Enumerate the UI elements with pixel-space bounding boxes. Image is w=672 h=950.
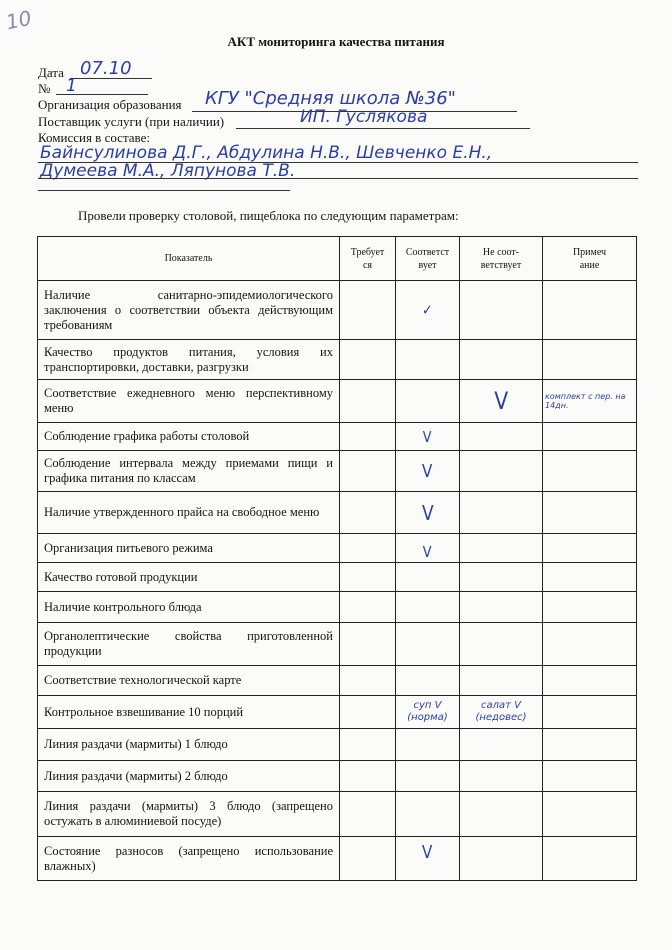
- cell-note: [543, 666, 637, 696]
- row-indicator: Соблюдение интервала между приемами пищи и графика питания по классам: [38, 451, 340, 492]
- cell-complies: [396, 792, 460, 837]
- cell-complies: [396, 534, 460, 563]
- table-header-row: [38, 237, 637, 281]
- cell-complies: [396, 340, 460, 380]
- cell-not-complies: [460, 423, 543, 451]
- row-indicator: Состояние разносов (запрещено использование влажных): [38, 837, 340, 881]
- cell-complies: [396, 696, 460, 729]
- table-row: [38, 534, 637, 563]
- check-mark: V: [421, 500, 434, 525]
- supplier-label: Поставщик услуги (при наличии): [38, 114, 225, 129]
- cell-required: [340, 492, 396, 534]
- cell-note: [543, 592, 637, 623]
- cell-complies: [396, 281, 460, 340]
- cell-required: [340, 761, 396, 792]
- cell-note: [543, 340, 637, 380]
- table-row: [38, 281, 637, 340]
- header-not-complies: Не соот- ветствует: [460, 237, 543, 281]
- commission-line-2: Думеева М.А., Ляпунова Т.В.: [40, 161, 296, 181]
- monitoring-table: [37, 236, 637, 881]
- cell-complies: [396, 492, 460, 534]
- row-indicator: Качество готовой продукции: [38, 563, 340, 592]
- table-row: [38, 729, 637, 761]
- document-title: АКТ мониторинга качества питания: [227, 34, 445, 49]
- cell-note: [543, 761, 637, 792]
- cell-complies: [396, 380, 460, 423]
- supplier-underline: [236, 128, 530, 129]
- handwritten-weighing-salad: салат V (недовес): [475, 700, 527, 723]
- cell-note: [543, 563, 637, 592]
- cell-not-complies: [460, 696, 543, 729]
- cell-not-complies: [460, 729, 543, 761]
- handwritten-note: комплект с пер. на 14дн.: [545, 392, 626, 410]
- commission-underline-2: [38, 178, 638, 179]
- check-mark: V: [423, 543, 432, 561]
- cell-required: [340, 340, 396, 380]
- check-mark: V: [422, 842, 433, 863]
- table-row: [38, 492, 637, 534]
- handwritten-weighing-soup: суп V (норма): [407, 700, 448, 723]
- row-indicator: Организация питьевого режима: [38, 534, 340, 563]
- row-indicator: Наличие контрольного блюда: [38, 592, 340, 623]
- check-mark: V: [423, 427, 432, 446]
- cell-complies: [396, 623, 460, 666]
- table-row: [38, 837, 637, 881]
- cell-complies: [396, 666, 460, 696]
- row-indicator: Линия раздачи (мармиты) 3 блюдо (запрещено остужать в алюминиевой посуде): [38, 792, 340, 837]
- commission-line-1: Байнсулинова Д.Г., Абдулина Н.В., Шевченко Е.Н.,: [40, 143, 493, 163]
- cell-not-complies: [460, 340, 543, 380]
- supplier-value: ИП. Гуслякова: [300, 107, 428, 127]
- cell-required: [340, 281, 396, 340]
- cell-required: [340, 451, 396, 492]
- commission-underline-3: [38, 190, 290, 191]
- row-indicator: Наличие утвержденного прайса на свободное меню: [38, 492, 340, 534]
- row-indicator: Контрольное взвешивание 10 порций: [38, 696, 340, 729]
- cell-note: [543, 623, 637, 666]
- number-value: 1: [66, 76, 77, 96]
- table-row: [38, 792, 637, 837]
- table-row: [38, 696, 637, 729]
- cell-note: [543, 729, 637, 761]
- cell-note: [543, 837, 637, 881]
- cell-required: [340, 592, 396, 623]
- cell-not-complies: [460, 623, 543, 666]
- intro-text: Провели проверку столовой, пищеблока по следующим параметрам:: [78, 208, 459, 223]
- date-label: Дата: [38, 65, 64, 80]
- cell-not-complies: [460, 563, 543, 592]
- cell-required: [340, 623, 396, 666]
- cell-note: [543, 696, 637, 729]
- header-required: Требует ся: [340, 237, 396, 281]
- cell-complies: [396, 563, 460, 592]
- header-indicator: Показатель: [38, 237, 340, 281]
- table-row: [38, 592, 637, 623]
- table-row: [38, 451, 637, 492]
- date-value: 07.10: [80, 58, 132, 79]
- row-indicator: Органолептические свойства приготовленной продукции: [38, 623, 340, 666]
- cell-not-complies: [460, 281, 543, 340]
- cell-required: [340, 729, 396, 761]
- cell-not-complies: [460, 534, 543, 563]
- cell-complies: [396, 451, 460, 492]
- corner-page-mark: 10: [3, 5, 34, 35]
- check-mark: V: [422, 460, 433, 482]
- cell-required: [340, 563, 396, 592]
- cell-not-complies: [460, 837, 543, 881]
- cell-not-complies: [460, 492, 543, 534]
- cell-not-complies: [460, 666, 543, 696]
- cell-required: [340, 837, 396, 881]
- row-indicator: Соответствие технологической карте: [38, 666, 340, 696]
- row-indicator: Наличие санитарно-эпидемиологического заключения о соответствии объекта действующим требованиям: [38, 281, 340, 340]
- cell-note: [543, 534, 637, 563]
- header-note: Примеч ание: [543, 237, 637, 281]
- cell-required: [340, 423, 396, 451]
- row-indicator: Соблюдение графика работы столовой: [38, 423, 340, 451]
- cell-not-complies: [460, 451, 543, 492]
- cell-not-complies: [460, 761, 543, 792]
- cell-note: [543, 792, 637, 837]
- cell-complies: [396, 423, 460, 451]
- cell-note: [543, 451, 637, 492]
- cell-required: [340, 380, 396, 423]
- table-row: [38, 423, 637, 451]
- cell-note: [543, 492, 637, 534]
- cell-not-complies: [460, 380, 543, 423]
- cell-required: [340, 792, 396, 837]
- row-indicator: Линия раздачи (мармиты) 2 блюдо: [38, 761, 340, 792]
- cell-required: [340, 534, 396, 563]
- commission-label: Комиссия в составе:: [38, 130, 150, 145]
- cell-not-complies: [460, 592, 543, 623]
- cell-required: [340, 696, 396, 729]
- number-label: №: [38, 81, 51, 96]
- table-row: [38, 623, 637, 666]
- table-row: [38, 563, 637, 592]
- cell-required: [340, 666, 396, 696]
- cell-not-complies: [460, 792, 543, 837]
- row-indicator: Соответствие ежедневного меню перспективному меню: [38, 380, 340, 423]
- check-mark: ✓: [422, 301, 433, 319]
- header-complies: Соответст вует: [396, 237, 460, 281]
- org-value: КГУ "Средняя школа №36": [205, 88, 456, 109]
- check-mark: V: [494, 387, 508, 415]
- cell-note: [543, 423, 637, 451]
- row-indicator: Линия раздачи (мармиты) 1 блюдо: [38, 729, 340, 761]
- cell-complies: [396, 592, 460, 623]
- cell-note: [543, 380, 637, 423]
- row-indicator: Качество продуктов питания, условия их транспортировки, доставки, разгрузки: [38, 340, 340, 380]
- table-row: [38, 666, 637, 696]
- cell-complies: [396, 837, 460, 881]
- table-row: [38, 380, 637, 423]
- table-row: [38, 340, 637, 380]
- cell-note: [543, 281, 637, 340]
- table-row: [38, 761, 637, 792]
- cell-complies: [396, 729, 460, 761]
- cell-complies: [396, 761, 460, 792]
- org-label: Организация образования: [38, 97, 182, 112]
